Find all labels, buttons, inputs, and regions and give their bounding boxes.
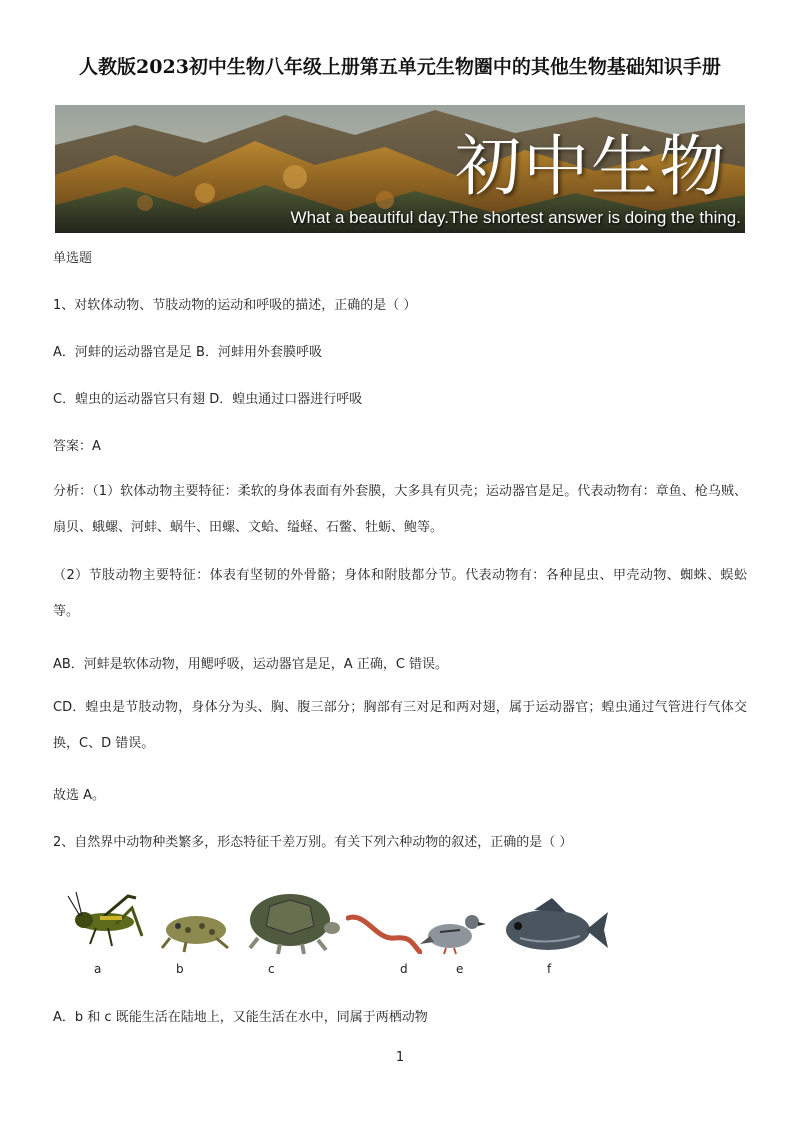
question-1-stem: 1、对软体动物、节肢动物的运动和呼吸的描述，正确的是（ ）	[53, 298, 417, 313]
earthworm-image	[346, 910, 422, 954]
question-2-option-a: A．b 和 c 既能生活在陆地上，又能生活在水中，同属于两栖动物	[53, 1010, 428, 1025]
document-title: 人教版2023初中生物八年级上册第五单元生物圈中的其他生物基础知识手册	[79, 56, 721, 78]
animal-label-e: e	[456, 962, 464, 976]
turtle-image	[240, 886, 340, 956]
question-1-options-ab: A．河蚌的运动器官是足 B．河蚌用外套膜呼吸	[53, 345, 322, 360]
question-1-explanation-cd: CD．蝗虫是节肢动物，身体分为头、胸、腹三部分；胸部有三对足和两对翅，属于运动器官；蝗虫通过气管进行气体交换，C、D 错误。	[53, 700, 747, 751]
banner-image	[55, 105, 745, 233]
animal-label-d: d	[400, 962, 408, 976]
banner-title: 初中生物	[455, 128, 727, 205]
animal-label-c: c	[268, 962, 275, 976]
question-2-stem: 2、自然界中动物种类繁多，形态特征千差万别。有关下列六种动物的叙述，正确的是（ ）	[53, 835, 573, 850]
section-heading: 单选题	[53, 251, 93, 266]
question-1-analysis-2: （2）节肢动物主要特征：体表有坚韧的外骨骼；身体和附肢都分节。代表动物有：各种昆虫、甲壳动物、蜘蛛、蜈蚣等。	[53, 568, 747, 619]
question-1-explanation-ab: AB．河蚌是软体动物，用鳃呼吸，运动器官是足，A 正确，C 错误。	[53, 657, 449, 672]
animal-label-a: a	[94, 962, 102, 976]
frog-image	[156, 904, 234, 954]
page-number: 1	[395, 1050, 405, 1065]
grasshopper-image	[66, 888, 146, 954]
animal-label-f: f	[547, 962, 552, 976]
pigeon-image	[420, 904, 488, 956]
animal-label-b: b	[176, 962, 184, 976]
banner-subtitle: What a beautiful day.The shortest answer is doing the thing.	[290, 208, 741, 227]
animal-illustrations	[60, 884, 620, 976]
question-1-analysis-1: 分析：（1）软体动物主要特征：柔软的身体表面有外套膜，大多具有贝壳；运动器官是足。代表动物有：章鱼、枪乌贼、扇贝、蛾螺、河蚌、蜗牛、田螺、文蛤、缢蛏、石鳖、牡蛎、鲍等。	[53, 484, 747, 535]
question-1-answer: 答案：A	[53, 439, 101, 454]
question-1-options-cd: C．蝗虫的运动器官只有翅 D．蝗虫通过口器进行呼吸	[53, 392, 363, 407]
fish-image	[500, 898, 610, 960]
question-1-conclusion: 故选 A。	[53, 788, 106, 803]
